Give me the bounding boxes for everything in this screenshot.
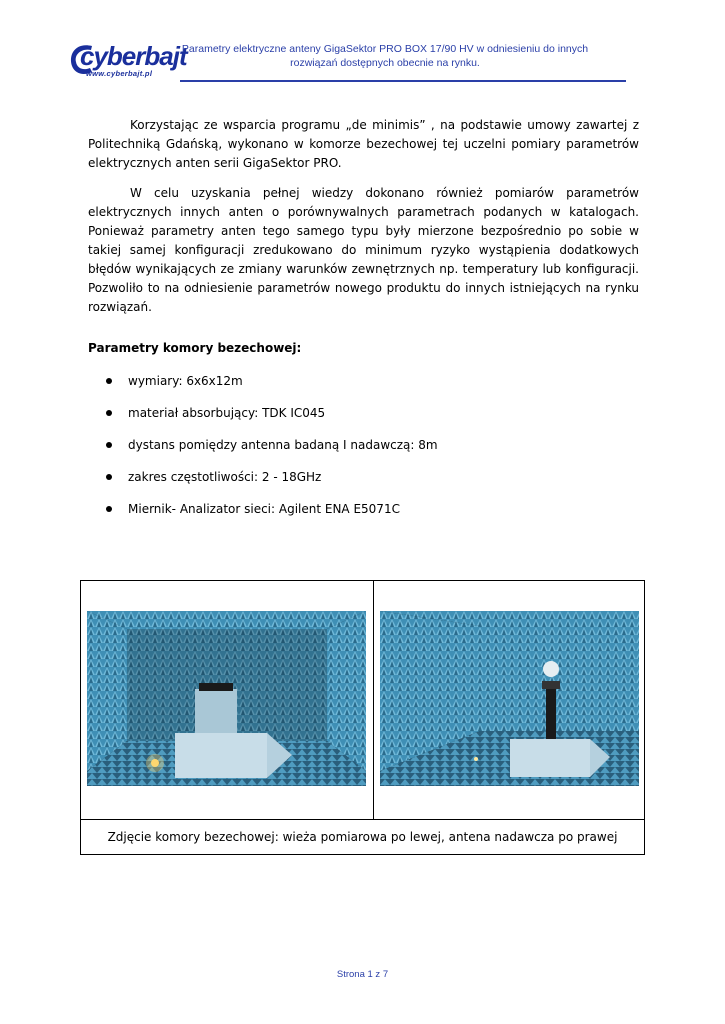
list-item-text: dystans pomiędzy antenna badaną I nadawczą: 8m xyxy=(128,438,438,452)
bullet-icon xyxy=(106,442,112,448)
bullet-icon xyxy=(106,506,112,512)
header-title-line1: Parametry elektryczne anteny GigaSektor PRO BOX 17/90 HV w odniesieniu do innych xyxy=(181,43,589,55)
list-item xyxy=(88,436,438,468)
page-number: Strona 1 z 7 xyxy=(336,969,389,980)
logo-url: www.cyberbajt.pl xyxy=(86,69,153,78)
list-item-text: wymiary: 6x6x12m xyxy=(128,374,243,388)
list-item-text: Miernik- Analizator sieci: Agilent ENA E5071C xyxy=(128,502,400,516)
document-header xyxy=(170,42,600,70)
list-item xyxy=(88,372,438,404)
anechoic-chamber-tower-photo xyxy=(87,611,366,786)
section-title: Parametry komory bezechowej: xyxy=(88,341,302,355)
list-item xyxy=(88,500,438,532)
chamber-parameters-list xyxy=(88,372,438,532)
photo-caption: Zdjęcie komory bezechowej: wieża pomiarowa po lewej, antena nadawcza po prawej xyxy=(81,820,645,855)
photo-cell-left xyxy=(81,581,374,820)
cyberbajt-logo xyxy=(66,40,187,90)
list-item-text: materiał absorbujący: TDK IC045 xyxy=(128,406,326,420)
anechoic-chamber-antenna-photo xyxy=(380,611,639,786)
paragraph-method: W celu uzyskania pełnej wiedzy dokonano również pomiarów parametrów elektrycznych innych anten o porównywalnych parametrach podanych w katalogach. Ponieważ parametry anten tego samego typu były mierzone bezpośrednio po sobie w takiej samej konfiguracji zredukowano do minimum ryzyko wystąpienia dodatkowych błędów wynikających ze zmiany warunków zewnętrznych np. temperatury lub konfiguracji. Pozwoliło to na odniesienie parametrów nowego produktu do innych istniejących na rynku rozwiązań. xyxy=(88,186,639,314)
list-item xyxy=(88,468,438,500)
bullet-icon xyxy=(106,474,112,480)
list-item xyxy=(88,404,438,436)
photo-table xyxy=(80,580,645,855)
photo-cell-right xyxy=(374,581,645,820)
bullet-icon xyxy=(106,410,112,416)
list-item-text: zakres częstotliwości: 2 - 18GHz xyxy=(128,470,322,484)
logo-wordmark: cyberbajt xyxy=(80,41,187,71)
bullet-icon xyxy=(106,378,112,384)
header-title-line2: rozwiązań dostępnych obecnie na rynku. xyxy=(290,57,480,69)
paragraph-intro: Korzystając ze wsparcia programu „de minimis” , na podstawie umowy zawartej z Politechniką Gdańską, wykonano w komorze bezechowej tej uczelni pomiary parametrów elektrycznych anten serii GigaSektor PRO. xyxy=(88,118,639,170)
header-divider xyxy=(180,80,626,82)
